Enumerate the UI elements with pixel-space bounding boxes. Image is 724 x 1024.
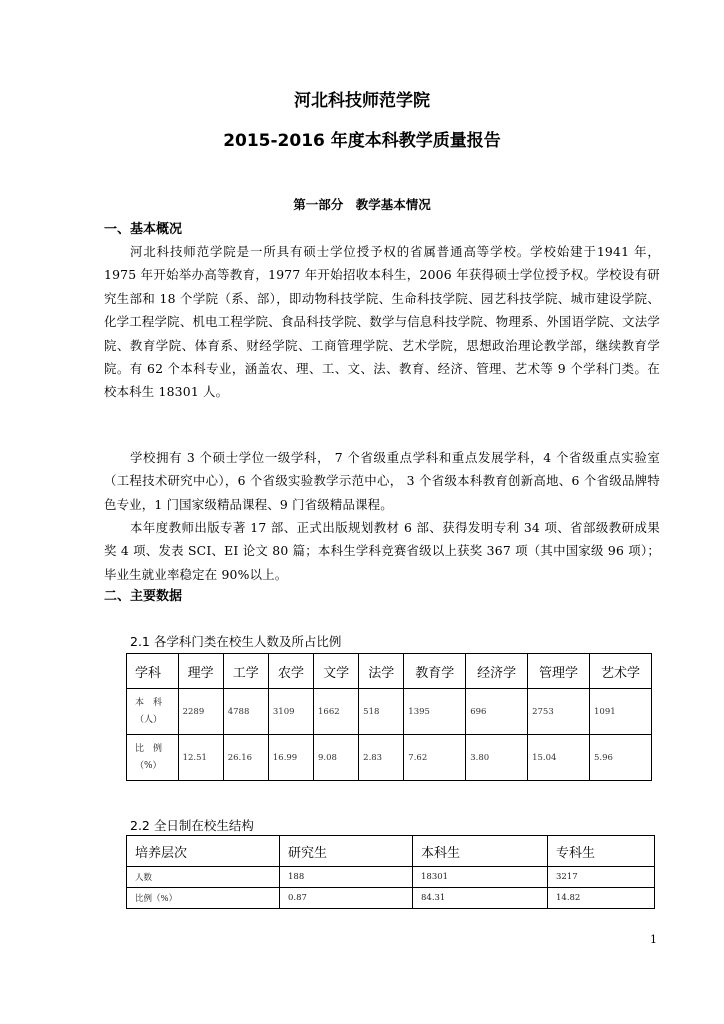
table-cell: 2289: [178, 689, 223, 735]
table-cell: 0.87: [280, 888, 413, 909]
table-header-cell: 培养层次: [127, 836, 280, 867]
table-row: [127, 735, 652, 781]
table-cell: 2.83: [359, 735, 404, 781]
table-header-cell: 法学: [359, 654, 404, 689]
table-cell: 12.51: [178, 735, 223, 781]
table-cell: 18301: [413, 867, 548, 888]
table-cell: 比例（%）: [127, 888, 280, 909]
table-cell: 3109: [268, 689, 313, 735]
page-number: 1: [650, 933, 657, 946]
row-label-cell: [127, 735, 179, 781]
section-main-data-heading: 二、主要数据: [104, 589, 183, 604]
table-cell: 14.82: [548, 888, 655, 909]
table-header-cell: 学科: [127, 654, 179, 689]
table-cell: 84.31: [413, 888, 548, 909]
table-header-cell: 农学: [268, 654, 313, 689]
table-cell: 9.08: [314, 735, 359, 781]
table-cell: 3217: [548, 867, 655, 888]
student-structure-table: [126, 835, 655, 909]
table-row: [127, 867, 655, 888]
table-header-row: [127, 836, 655, 867]
table-header-cell: 教育学: [404, 654, 466, 689]
table-cell: 15.04: [528, 735, 590, 781]
table-cell: 3.80: [466, 735, 528, 781]
table-cell: 518: [359, 689, 404, 735]
part-one-heading: 第一部分 教学基本情况: [293, 197, 431, 212]
table-cell: 16.99: [268, 735, 313, 781]
row-label-line: 比 例: [135, 743, 163, 754]
table-header-cell: 理学: [178, 654, 223, 689]
discipline-enrollment-table: [126, 653, 652, 781]
row-label-cell: [127, 689, 179, 735]
table-cell: 1662: [314, 689, 359, 735]
table-header-cell: 艺术学: [590, 654, 652, 689]
table-cell: 人数: [127, 867, 280, 888]
school-name-title: 河北科技师范学院: [294, 91, 430, 111]
table-cell: 188: [280, 867, 413, 888]
table-cell: 1091: [590, 689, 652, 735]
table1-caption: 2.1 各学科门类在校生人数及所占比例: [130, 634, 342, 649]
table2-caption: 2.2 全日制在校生结构: [130, 818, 254, 833]
table-row: [127, 689, 652, 735]
table-cell: 1395: [404, 689, 466, 735]
table-header-cell: 工学: [223, 654, 268, 689]
table-header-cell: 本科生: [413, 836, 548, 867]
table-cell: 7.62: [404, 735, 466, 781]
table-cell: 696: [466, 689, 528, 735]
row-label-line: （%）: [135, 760, 162, 771]
section-basic-overview-heading: 一、基本概况: [104, 222, 183, 237]
table-cell: 26.16: [223, 735, 268, 781]
report-title: 2015-2016 年度本科教学质量报告: [223, 131, 501, 151]
table-header-cell: 经济学: [466, 654, 528, 689]
table-header-cell: 文学: [314, 654, 359, 689]
table-row: [127, 888, 655, 909]
row-label-line: 本 科: [135, 697, 163, 708]
table-header-cell: 管理学: [528, 654, 590, 689]
overview-paragraph-1: 河北科技师范学院是一所具有硕士学位授予权的省属普通高等学校。学校始建于1941 年，1975 年开始举办高等教育，1977 年开始招收本科生，2006 年获得硕士学位授予权。学校设有研究生部和 18 个学院（系、部），即动物科技学院、生命科技学院、园艺科技学院、城市建设学院、化学工程学院、机电工程学院、食品科技学院、数学与信息科技学院、物理系、外国语学院、文法学院、教育学院、体育系、财经学院、工商管理学院、艺术学院，思想政治理论教学部，继续教育学院。有 62 个本科专业，涵盖农、理、工、文、法、教育、经济、管理、艺术等 9 个学科门类。在校本科生 18301 人。: [104, 244, 660, 400]
overview-paragraph-3: 本年度教师出版专著 17 部、正式出版规划教材 6 部、获得发明专利 34 项、省部级教研成果奖 4 项、发表 SCI、EI 论文 80 篇；本科生学科竞赛省级以上获奖 367 项（其中国家级 96 项）；毕业生就业率稳定在 90%以上。: [104, 520, 660, 582]
table-cell: 5.96: [590, 735, 652, 781]
row-label-line: （人）: [135, 714, 163, 725]
overview-paragraph-2: 学校拥有 3 个硕士学位一级学科， 7 个省级重点学科和重点发展学科，4 个省级重点实验室（工程技术研究中心），6 个省级实验教学示范中心， 3 个省级本科教育创新高地、6 个省级品牌特色专业，1 门国家级精品课程、9 门省级精品课程。: [104, 450, 660, 512]
table-cell: 4788: [223, 689, 268, 735]
table-header-cell: 专科生: [548, 836, 655, 867]
table-header-row: [127, 654, 652, 689]
table-header-cell: 研究生: [280, 836, 413, 867]
table-cell: 2753: [528, 689, 590, 735]
